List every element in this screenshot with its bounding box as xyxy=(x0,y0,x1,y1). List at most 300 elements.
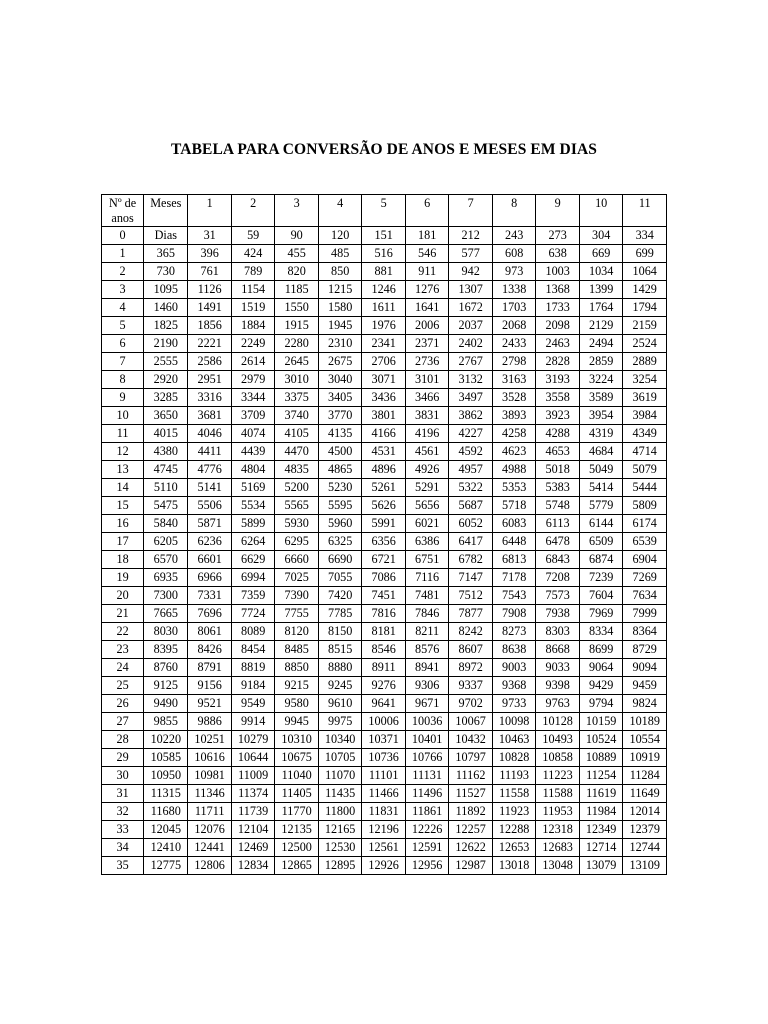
days-cell: 1945 xyxy=(318,317,362,335)
days-cell: 6325 xyxy=(318,533,362,551)
days-cell: 2463 xyxy=(536,335,580,353)
days-cell: 12165 xyxy=(318,821,362,839)
days-cell: 3558 xyxy=(536,389,580,407)
days-cell: 11649 xyxy=(623,785,667,803)
days-cell: 7724 xyxy=(231,605,275,623)
days-cell: 12104 xyxy=(231,821,275,839)
days-cell: 2280 xyxy=(275,335,319,353)
days-cell: 7999 xyxy=(623,605,667,623)
days-cell: 10766 xyxy=(405,749,449,767)
days-cell: 12196 xyxy=(362,821,406,839)
days-cell: 12683 xyxy=(536,839,580,857)
days-cell: 8791 xyxy=(188,659,232,677)
days-cell: 12257 xyxy=(449,821,493,839)
days-cell: 9245 xyxy=(318,677,362,695)
days-cell: 5200 xyxy=(275,479,319,497)
days-cell: 3709 xyxy=(231,407,275,425)
days-cell: 5871 xyxy=(188,515,232,533)
days-cell: 5018 xyxy=(536,461,580,479)
days-cell: 2889 xyxy=(623,353,667,371)
table-header xyxy=(102,195,667,227)
days-cell: 12530 xyxy=(318,839,362,857)
table-row xyxy=(102,821,667,839)
header-years: Nº de anos xyxy=(102,195,144,227)
days-cell: 11770 xyxy=(275,803,319,821)
days-cell: 4166 xyxy=(362,425,406,443)
days-cell: 9429 xyxy=(579,677,623,695)
table-row xyxy=(102,767,667,785)
days-cell: 6966 xyxy=(188,569,232,587)
table-row xyxy=(102,227,667,245)
table-row xyxy=(102,749,667,767)
days-cell: 9490 xyxy=(144,695,188,713)
days-cell: 10705 xyxy=(318,749,362,767)
table-row xyxy=(102,281,667,299)
days-cell: 7178 xyxy=(492,569,536,587)
table-row xyxy=(102,245,667,263)
header-month-9: 9 xyxy=(536,195,580,227)
days-cell: 4288 xyxy=(536,425,580,443)
days-cell: 3285 xyxy=(144,389,188,407)
days-cell: 9702 xyxy=(449,695,493,713)
days-cell: 10858 xyxy=(536,749,580,767)
days-cell: 9398 xyxy=(536,677,580,695)
days-cell: 3040 xyxy=(318,371,362,389)
days-cell: 8273 xyxy=(492,623,536,641)
days-cell: 6539 xyxy=(623,533,667,551)
days-cell: 5383 xyxy=(536,479,580,497)
days-cell: 12834 xyxy=(231,857,275,875)
days-cell: 942 xyxy=(449,263,493,281)
year-cell: 0 xyxy=(102,227,144,245)
table-row xyxy=(102,623,667,641)
table-row xyxy=(102,407,667,425)
days-cell: 8485 xyxy=(275,641,319,659)
days-cell: 12469 xyxy=(231,839,275,857)
days-cell: 365 xyxy=(144,245,188,263)
days-cell: 11800 xyxy=(318,803,362,821)
table-row xyxy=(102,569,667,587)
days-cell: 3375 xyxy=(275,389,319,407)
header-month-8: 8 xyxy=(492,195,536,227)
year-cell: 6 xyxy=(102,335,144,353)
header-month-7: 7 xyxy=(449,195,493,227)
days-cell: 2920 xyxy=(144,371,188,389)
days-cell: 1856 xyxy=(188,317,232,335)
days-cell: 3497 xyxy=(449,389,493,407)
days-cell: 6660 xyxy=(275,551,319,569)
table-row xyxy=(102,785,667,803)
days-cell: 11680 xyxy=(144,803,188,821)
table-row xyxy=(102,389,667,407)
days-cell: 881 xyxy=(362,263,406,281)
days-cell: 8150 xyxy=(318,623,362,641)
days-cell: 10220 xyxy=(144,731,188,749)
days-cell: 4714 xyxy=(623,443,667,461)
days-cell: 7604 xyxy=(579,587,623,605)
days-cell: 5322 xyxy=(449,479,493,497)
days-cell: 5291 xyxy=(405,479,449,497)
days-cell: 8760 xyxy=(144,659,188,677)
days-cell: 10128 xyxy=(536,713,580,731)
days-cell: 1733 xyxy=(536,299,580,317)
days-cell: 820 xyxy=(275,263,319,281)
days-cell: 1154 xyxy=(231,281,275,299)
days-cell: 1064 xyxy=(623,263,667,281)
year-cell: 2 xyxy=(102,263,144,281)
days-cell: 10524 xyxy=(579,731,623,749)
days-cell: 911 xyxy=(405,263,449,281)
days-cell: 11923 xyxy=(492,803,536,821)
days-cell: 12379 xyxy=(623,821,667,839)
days-cell: 4957 xyxy=(449,461,493,479)
year-cell: 5 xyxy=(102,317,144,335)
year-cell: 12 xyxy=(102,443,144,461)
days-cell: 850 xyxy=(318,263,362,281)
days-cell: 2129 xyxy=(579,317,623,335)
days-cell: 3316 xyxy=(188,389,232,407)
days-cell: 10736 xyxy=(362,749,406,767)
days-cell: 1519 xyxy=(231,299,275,317)
days-cell: 2402 xyxy=(449,335,493,353)
days-cell: 10159 xyxy=(579,713,623,731)
days-cell: 1641 xyxy=(405,299,449,317)
days-cell: 7086 xyxy=(362,569,406,587)
days-cell: 4439 xyxy=(231,443,275,461)
days-cell: 10616 xyxy=(188,749,232,767)
days-cell: 11223 xyxy=(536,767,580,785)
days-cell: 4776 xyxy=(188,461,232,479)
days-cell: 10006 xyxy=(362,713,406,731)
days-cell: 638 xyxy=(536,245,580,263)
days-cell: 11558 xyxy=(492,785,536,803)
days-cell: 6174 xyxy=(623,515,667,533)
days-cell: 5687 xyxy=(449,497,493,515)
days-cell: 2524 xyxy=(623,335,667,353)
year-cell: 21 xyxy=(102,605,144,623)
year-cell: 26 xyxy=(102,695,144,713)
days-cell: 2249 xyxy=(231,335,275,353)
days-cell: 2828 xyxy=(536,353,580,371)
days-cell: 12956 xyxy=(405,857,449,875)
days-cell: 12744 xyxy=(623,839,667,857)
days-cell: 5261 xyxy=(362,479,406,497)
days-cell: 3132 xyxy=(449,371,493,389)
days-cell: 3954 xyxy=(579,407,623,425)
days-cell: 9521 xyxy=(188,695,232,713)
days-cell: 10554 xyxy=(623,731,667,749)
days-cell: 5840 xyxy=(144,515,188,533)
days-cell: 6144 xyxy=(579,515,623,533)
header-month-2: 2 xyxy=(231,195,275,227)
days-cell: 699 xyxy=(623,245,667,263)
header-month-5: 5 xyxy=(362,195,406,227)
days-cell: 8120 xyxy=(275,623,319,641)
days-cell: 7239 xyxy=(579,569,623,587)
days-cell: 8426 xyxy=(188,641,232,659)
days-cell: 1246 xyxy=(362,281,406,299)
days-cell: 9975 xyxy=(318,713,362,731)
days-cell: 334 xyxy=(623,227,667,245)
table-row xyxy=(102,425,667,443)
days-cell: 5534 xyxy=(231,497,275,515)
days-cell: 2767 xyxy=(449,353,493,371)
days-cell: 6601 xyxy=(188,551,232,569)
days-cell: 10067 xyxy=(449,713,493,731)
days-cell: 12775 xyxy=(144,857,188,875)
days-cell: 9306 xyxy=(405,677,449,695)
days-cell: 6570 xyxy=(144,551,188,569)
days-cell: 12288 xyxy=(492,821,536,839)
days-cell: 5960 xyxy=(318,515,362,533)
days-cell: 12500 xyxy=(275,839,319,857)
days-cell: 9733 xyxy=(492,695,536,713)
year-cell: 9 xyxy=(102,389,144,407)
days-cell: 6448 xyxy=(492,533,536,551)
days-cell: 4227 xyxy=(449,425,493,443)
days-cell: 5414 xyxy=(579,479,623,497)
days-cell: 304 xyxy=(579,227,623,245)
days-cell: 6083 xyxy=(492,515,536,533)
days-cell: 7938 xyxy=(536,605,580,623)
days-cell: 5110 xyxy=(144,479,188,497)
days-cell: 12014 xyxy=(623,803,667,821)
days-cell: 3801 xyxy=(362,407,406,425)
days-cell: 5353 xyxy=(492,479,536,497)
year-cell: 13 xyxy=(102,461,144,479)
days-cell: 1491 xyxy=(188,299,232,317)
days-cell: 9184 xyxy=(231,677,275,695)
days-cell: 5930 xyxy=(275,515,319,533)
days-cell: 11346 xyxy=(188,785,232,803)
days-cell: 1429 xyxy=(623,281,667,299)
days-cell: 2645 xyxy=(275,353,319,371)
year-cell: 17 xyxy=(102,533,144,551)
year-cell: 33 xyxy=(102,821,144,839)
days-cell: 8454 xyxy=(231,641,275,659)
header-month-3: 3 xyxy=(275,195,319,227)
table-row xyxy=(102,803,667,821)
days-cell: 8607 xyxy=(449,641,493,659)
days-cell: 9459 xyxy=(623,677,667,695)
year-cell: 8 xyxy=(102,371,144,389)
days-cell: 4623 xyxy=(492,443,536,461)
days-cell: 11284 xyxy=(623,767,667,785)
days-cell: 11193 xyxy=(492,767,536,785)
days-cell: 5169 xyxy=(231,479,275,497)
table-row xyxy=(102,677,667,695)
days-cell: 10950 xyxy=(144,767,188,785)
days-cell: 485 xyxy=(318,245,362,263)
days-cell: 1215 xyxy=(318,281,362,299)
days-cell: 11466 xyxy=(362,785,406,803)
table-body xyxy=(102,227,667,875)
days-cell: 10644 xyxy=(231,749,275,767)
days-cell: 2310 xyxy=(318,335,362,353)
days-cell: 9886 xyxy=(188,713,232,731)
header-month-1: 1 xyxy=(188,195,232,227)
days-cell: 3405 xyxy=(318,389,362,407)
days-cell: 1672 xyxy=(449,299,493,317)
days-cell: 5748 xyxy=(536,497,580,515)
header-month-4: 4 xyxy=(318,195,362,227)
table-row xyxy=(102,497,667,515)
days-cell: 4684 xyxy=(579,443,623,461)
days-cell: 2675 xyxy=(318,353,362,371)
days-cell: 6052 xyxy=(449,515,493,533)
days-cell: 7846 xyxy=(405,605,449,623)
table-row xyxy=(102,659,667,677)
days-cell: 9580 xyxy=(275,695,319,713)
days-cell: 2494 xyxy=(579,335,623,353)
days-cell: 8972 xyxy=(449,659,493,677)
year-cell: 18 xyxy=(102,551,144,569)
days-cell: 6386 xyxy=(405,533,449,551)
days-cell: 3650 xyxy=(144,407,188,425)
days-cell: 1884 xyxy=(231,317,275,335)
days-cell: 5718 xyxy=(492,497,536,515)
table-row xyxy=(102,353,667,371)
days-cell: 4988 xyxy=(492,461,536,479)
year-cell: 20 xyxy=(102,587,144,605)
days-cell: 9794 xyxy=(579,695,623,713)
days-cell: 4804 xyxy=(231,461,275,479)
days-cell: 9610 xyxy=(318,695,362,713)
days-cell: 3862 xyxy=(449,407,493,425)
days-cell: 5475 xyxy=(144,497,188,515)
days-cell: 5899 xyxy=(231,515,275,533)
days-cell: 3224 xyxy=(579,371,623,389)
days-cell: 6236 xyxy=(188,533,232,551)
days-cell: 120 xyxy=(318,227,362,245)
year-cell: 10 xyxy=(102,407,144,425)
days-cell: 7969 xyxy=(579,605,623,623)
days-cell: 9156 xyxy=(188,677,232,695)
days-cell: 3923 xyxy=(536,407,580,425)
days-cell: 9641 xyxy=(362,695,406,713)
days-cell: 10036 xyxy=(405,713,449,731)
days-cell: 11374 xyxy=(231,785,275,803)
year-cell: 28 xyxy=(102,731,144,749)
days-cell: 9763 xyxy=(536,695,580,713)
days-cell: 6264 xyxy=(231,533,275,551)
table-row xyxy=(102,335,667,353)
days-cell: 8850 xyxy=(275,659,319,677)
year-cell: 27 xyxy=(102,713,144,731)
days-cell: 11496 xyxy=(405,785,449,803)
days-cell: 8819 xyxy=(231,659,275,677)
year-cell: 22 xyxy=(102,623,144,641)
year-cell: 1 xyxy=(102,245,144,263)
days-cell: 6751 xyxy=(405,551,449,569)
days-cell: 12895 xyxy=(318,857,362,875)
days-cell: 1185 xyxy=(275,281,319,299)
days-cell: 8395 xyxy=(144,641,188,659)
days-cell: 10463 xyxy=(492,731,536,749)
table-row xyxy=(102,299,667,317)
days-cell: 8515 xyxy=(318,641,362,659)
days-cell: 7908 xyxy=(492,605,536,623)
days-cell: 10585 xyxy=(144,749,188,767)
table-row xyxy=(102,713,667,731)
days-cell: 3436 xyxy=(362,389,406,407)
days-cell: 4592 xyxy=(449,443,493,461)
days-cell: 8576 xyxy=(405,641,449,659)
days-cell: 4470 xyxy=(275,443,319,461)
days-cell: 12926 xyxy=(362,857,406,875)
days-cell: 3163 xyxy=(492,371,536,389)
days-cell: 11739 xyxy=(231,803,275,821)
days-cell: 6295 xyxy=(275,533,319,551)
days-cell: 11070 xyxy=(318,767,362,785)
days-cell: 1825 xyxy=(144,317,188,335)
days-cell: 8030 xyxy=(144,623,188,641)
days-cell: 6478 xyxy=(536,533,580,551)
days-cell: 4015 xyxy=(144,425,188,443)
days-cell: 8699 xyxy=(579,641,623,659)
days-cell: 1307 xyxy=(449,281,493,299)
days-cell: 7451 xyxy=(362,587,406,605)
days-cell: 11588 xyxy=(536,785,580,803)
days-cell: 6509 xyxy=(579,533,623,551)
days-cell: 2555 xyxy=(144,353,188,371)
days-cell: 10279 xyxy=(231,731,275,749)
days-cell: 7512 xyxy=(449,587,493,605)
days-cell: 4074 xyxy=(231,425,275,443)
days-cell: 3344 xyxy=(231,389,275,407)
days-cell: 13079 xyxy=(579,857,623,875)
days-cell: 5506 xyxy=(188,497,232,515)
days-cell: 8729 xyxy=(623,641,667,659)
days-cell: 2221 xyxy=(188,335,232,353)
days-cell: 3071 xyxy=(362,371,406,389)
days-cell: 12653 xyxy=(492,839,536,857)
days-cell: 6904 xyxy=(623,551,667,569)
days-cell: 546 xyxy=(405,245,449,263)
days-cell: 2433 xyxy=(492,335,536,353)
days-cell: 9824 xyxy=(623,695,667,713)
year-cell: 19 xyxy=(102,569,144,587)
days-cell: 1764 xyxy=(579,299,623,317)
table-row xyxy=(102,461,667,479)
header-month-10: 10 xyxy=(579,195,623,227)
days-cell: 608 xyxy=(492,245,536,263)
days-cell: 1460 xyxy=(144,299,188,317)
days-cell: 789 xyxy=(231,263,275,281)
year-cell: 15 xyxy=(102,497,144,515)
year-cell: 30 xyxy=(102,767,144,785)
days-cell: 12045 xyxy=(144,821,188,839)
days-cell: 9003 xyxy=(492,659,536,677)
days-cell: 2798 xyxy=(492,353,536,371)
days-cell: 5565 xyxy=(275,497,319,515)
days-cell: 11405 xyxy=(275,785,319,803)
days-cell: 6782 xyxy=(449,551,493,569)
days-cell: 12561 xyxy=(362,839,406,857)
days-cell: 13018 xyxy=(492,857,536,875)
days-cell: 5809 xyxy=(623,497,667,515)
days-cell: 3101 xyxy=(405,371,449,389)
days-cell: 3010 xyxy=(275,371,319,389)
days-cell: 5230 xyxy=(318,479,362,497)
days-cell: 11254 xyxy=(579,767,623,785)
days-cell: 4349 xyxy=(623,425,667,443)
days-cell: 11315 xyxy=(144,785,188,803)
days-cell: 1611 xyxy=(362,299,406,317)
days-cell: 10919 xyxy=(623,749,667,767)
year-cell: 16 xyxy=(102,515,144,533)
table-row xyxy=(102,551,667,569)
